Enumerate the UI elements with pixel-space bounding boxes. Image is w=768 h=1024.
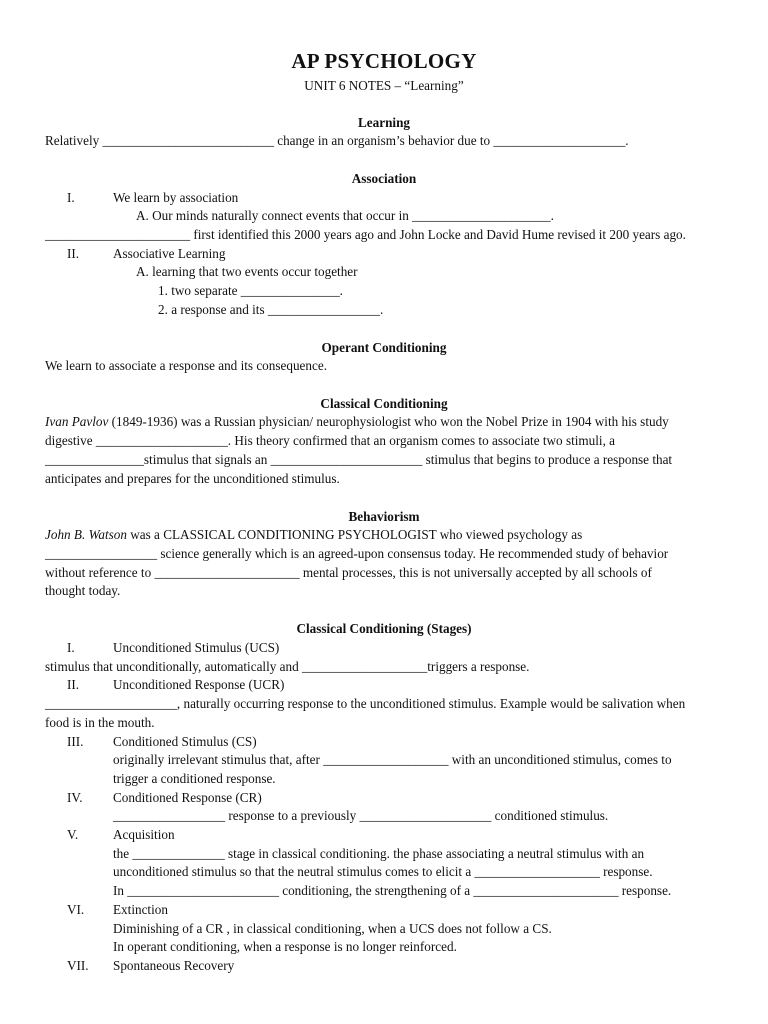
behaviorism-line-1 xyxy=(45,526,582,544)
watson-name: John B. Watson xyxy=(45,527,127,542)
stage-title-cs: Conditioned Stimulus (CS) xyxy=(113,734,257,749)
stage-text: Diminishing of a CR , in classical conditioning, when a UCS does not follow a CS. xyxy=(113,921,552,936)
classical-line-2: digestive ____________________. His theory confirmed that an organism comes to associate two stimuli, a xyxy=(45,433,616,448)
heading-operant: Operant Conditioning xyxy=(321,340,447,355)
heading-behaviorism: Behaviorism xyxy=(348,509,420,524)
list-number: VII. xyxy=(67,958,89,973)
stage-title-cr: Conditioned Response (CR) xyxy=(113,790,262,805)
heading-stages: Classical Conditioning (Stages) xyxy=(296,621,472,636)
stage-text: food is in the mouth. xyxy=(45,715,155,730)
heading-classical: Classical Conditioning xyxy=(320,396,448,411)
stage-text: In operant conditioning, when a response is no longer reinforced. xyxy=(113,939,457,954)
stage-title-extinction: Extinction xyxy=(113,902,168,917)
list-item-text: Associative Learning xyxy=(113,246,226,261)
list-number: III. xyxy=(67,734,84,749)
heading-learning: Learning xyxy=(357,115,411,130)
classical-line-4: anticipates and prepares for the unconditioned stimulus. xyxy=(45,471,340,486)
list-number: I. xyxy=(67,190,75,205)
behaviorism-line-3: without reference to ______________________ mental processes, this is not universally accepted by all schools of xyxy=(45,565,652,580)
behaviorism-line-2: _________________ science generally which is an agreed-upon consensus today. He recommended study of behavior xyxy=(45,546,669,561)
operant-text: We learn to associate a response and its consequence. xyxy=(45,358,327,373)
behaviorism-line-1-rest: was a CLASSICAL CONDITIONING PSYCHOLOGIST who viewed psychology as xyxy=(126,527,583,542)
list-number: V. xyxy=(67,827,79,842)
sub-sub-item: 1. two separate _______________. xyxy=(158,283,343,298)
stage-text: In _______________________ conditioning, the strengthening of a ______________________ response. xyxy=(113,883,672,898)
list-number: II. xyxy=(67,246,80,261)
list-number: II. xyxy=(67,677,80,692)
classical-line-1 xyxy=(45,413,669,431)
page-title: AP PSYCHOLOGY xyxy=(291,49,477,73)
page-subtitle: UNIT 6 NOTES – “Learning” xyxy=(304,78,464,93)
classical-line-3: _______________stimulus that signals an _______________________ stimulus that begins to produce a response that xyxy=(45,452,673,467)
stage-title-ucs: Unconditioned Stimulus (UCS) xyxy=(113,640,280,655)
stage-title-spontaneous-recovery: Spontaneous Recovery xyxy=(113,958,235,973)
sub-item: A. Our minds naturally connect events that occur in _____________________. xyxy=(136,208,554,223)
stage-text: ____________________, naturally occurring response to the unconditioned stimulus. Example would be salivation when xyxy=(45,696,686,711)
list-number: VI. xyxy=(67,902,85,917)
classical-line-1-rest: (1849-1936) was a Russian physician/ neurophysiologist who won the Nobel Prize in 1904 with his study xyxy=(108,414,669,429)
sub-sub-item: 2. a response and its _________________. xyxy=(158,302,384,317)
stage-text: the ______________ stage in classical conditioning. the phase associating a neutral stimulus with an xyxy=(113,846,645,861)
sub-item: A. learning that two events occur together xyxy=(136,264,358,279)
list-number: I. xyxy=(67,640,75,655)
continuation-line: ______________________ first identified this 2000 years ago and John Locke and David Hume revised it 200 years ago. xyxy=(45,227,686,242)
stage-text: stimulus that unconditionally, automatically and ___________________triggers a response. xyxy=(45,659,530,674)
learning-definition: Relatively __________________________ change in an organism’s behavior due to ____________________. xyxy=(45,133,629,148)
pavlov-name: Ivan Pavlov xyxy=(45,414,109,429)
list-number: IV. xyxy=(67,790,83,805)
behaviorism-line-4: thought today. xyxy=(45,583,121,598)
stage-text: _________________ response to a previously ____________________ conditioned stimulus. xyxy=(113,808,609,823)
list-item-text: We learn by association xyxy=(113,190,239,205)
heading-association: Association xyxy=(351,171,417,186)
stage-title-acquisition: Acquisition xyxy=(113,827,175,842)
stage-text: trigger a conditioned response. xyxy=(113,771,276,786)
stage-text: unconditioned stimulus so that the neutral stimulus comes to elicit a ___________________ response. xyxy=(113,864,653,879)
stage-text: originally irrelevant stimulus that, after ___________________ with an unconditioned stimulus, comes to xyxy=(113,752,672,767)
stage-title-ucr: Unconditioned Response (UCR) xyxy=(113,677,285,692)
